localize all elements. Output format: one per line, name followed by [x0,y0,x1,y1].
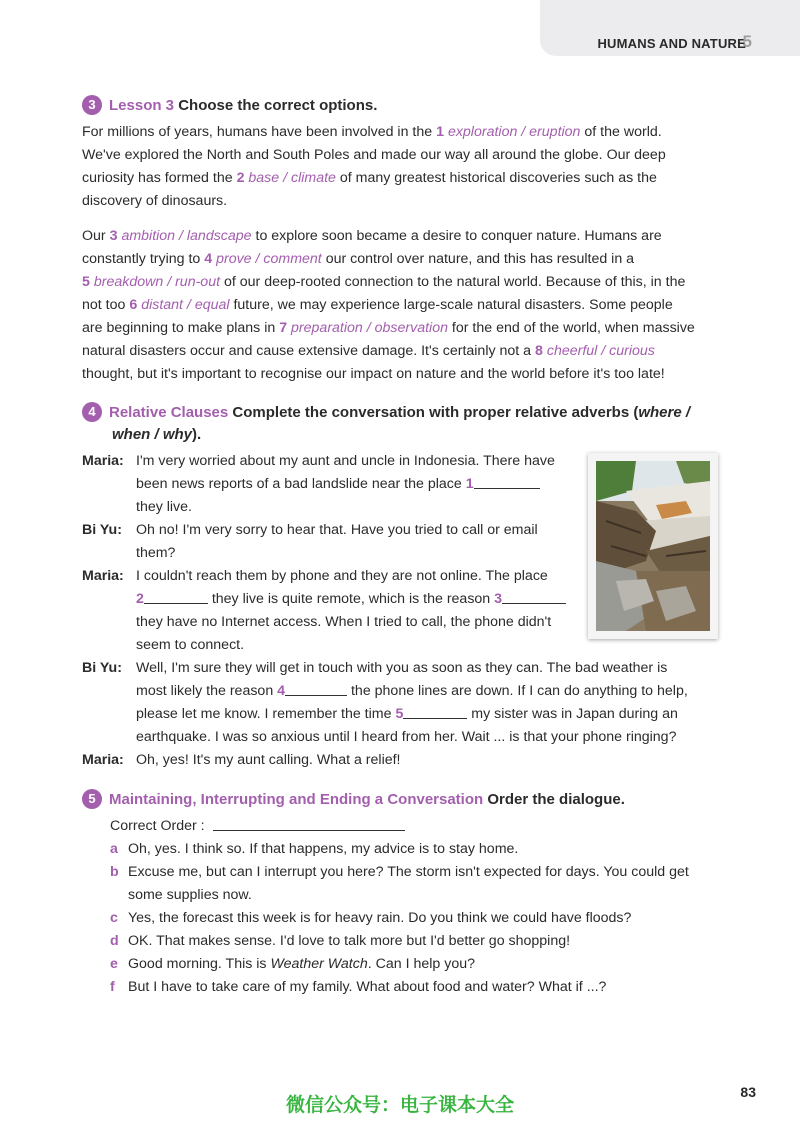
correct-order-row [110,815,405,838]
exercise-5-heading [82,789,625,811]
answer-blank[interactable] [474,474,540,489]
option-choice[interactable]: preparation / observation [291,320,448,336]
exercise-3-paragraph-2: Our 3 ambition / landscape to explore soon became a desire to conquer nature. Humans are constantly trying to 4 prove / comment our control over nature, and this has resulted in a 5 breakdown / run-out of our deep-rooted connection to the natural world. Because of this, in the not too 6 distant / equal future, we may experience large-scale natural disasters. Some people are beginning to make plans in 7 preparation / observation for the end of the world, when massive natural disasters occur and cause extensive damage. It's certainly not a 8 cheerful / curious thought, but it's important to recognise our impact on nature and the world before it's too late! [82,228,695,382]
list-item: f But I have to take care of my family. What about food and water? What if ...? [110,979,607,995]
exercise-tag: Relative Clauses [109,404,229,421]
list-item: d OK. That makes sense. I'd love to talk more but I'd better go shopping! [110,933,571,949]
exercise-number-badge: 3 [82,95,102,115]
speech-turn-1: I'm very worried about my aunt and uncle in Indonesia. There have been news reports of a bad landslide near the place 1 they live. [136,453,555,515]
answer-blank[interactable] [403,704,467,719]
exercise-instruction: Choose the correct options. [178,97,378,114]
exercise-4-heading: 4 Relative Clauses Complete the conversation with proper relative adverbs (where / when / why). [82,402,722,446]
list-item: a Oh, yes. I think so. If that happens, my advice is to stay home. [110,841,519,857]
answer-blank[interactable] [502,589,566,604]
exercise-number-badge: 5 [82,789,102,809]
watermark-text: 微信公众号：电子课本大全 [285,1094,514,1116]
exercise-instruction: Order the dialogue. [487,791,625,808]
exercise-tag: Lesson 3 [109,97,175,114]
option-choice[interactable]: prove / comment [216,251,322,267]
speaker-name: Bi Yu: [82,660,122,676]
unit-number: 5 [742,32,752,51]
option-choice[interactable]: distant / equal [141,297,230,313]
speaker-name: Bi Yu: [82,522,122,538]
exercise-3-paragraph-1: For millions of years, humans have been involved in the 1 exploration / eruption of the world. We've explored the North and South Poles and made our way all around the globe. Our deep curiosity has formed the 2 base / climate of many greatest historical discoveries such as the discovery of dinosaurs. [82,124,666,209]
answer-blank[interactable] [144,589,208,604]
speaker-name: Maria: [82,453,124,469]
page-number: 83 [740,1084,756,1100]
speech-turn-4: Well, I'm sure they will get in touch with you as soon as they can. The bad weather is most likely the reason 4 the phone lines are down. If I can do anything to help, please let me know. I remember the time 5 my sister was in Japan during an earthquake. I was so anxious until I heard from her. Wait ... is that your phone ringing? [136,660,688,745]
correct-order-label: Correct Order : [110,818,205,834]
answer-blank[interactable] [285,681,347,696]
option-choice[interactable]: exploration / eruption [447,124,581,140]
speaker-name: Maria: [82,752,124,768]
exercise-number-badge: 4 [82,402,102,422]
list-item: b Excuse me, but can I interrupt you here? The storm isn't expected for days. You could get some supplies now. [110,864,689,903]
option-choice[interactable]: cheerful / curious [546,343,655,359]
speaker-name: Maria: [82,568,124,584]
list-item: c Yes, the forecast this week is for heavy rain. Do you think we could have floods? [110,910,632,926]
exercise-3-heading [82,95,377,117]
chapter-title: HUMANS AND NATURE [597,36,746,51]
option-choice[interactable]: breakdown / run-out [93,274,221,290]
landslide-image [596,461,710,631]
landslide-photo [588,453,718,639]
option-choice[interactable]: ambition / landscape [121,228,252,244]
correct-order-blank[interactable] [213,816,405,831]
exercise-tag: Maintaining, Interrupting and Ending a Conversation [109,791,484,808]
dialogue-order-list [110,815,730,1005]
list-item: e Good morning. This is Weather Watch. Can I help you? [110,956,475,972]
speech-turn-2: Oh no! I'm very sorry to hear that. Have you tried to call or email them? [136,522,538,561]
option-choice[interactable]: base / climate [248,170,336,186]
speech-turn-5: Oh, yes! It's my aunt calling. What a relief! [136,752,401,768]
speech-turn-3: I couldn't reach them by phone and they are not online. The place 2 they live is quite remote, which is the reason 3 they have no Internet access. When I tried to call, the phone didn't seem to connect. [136,565,566,657]
